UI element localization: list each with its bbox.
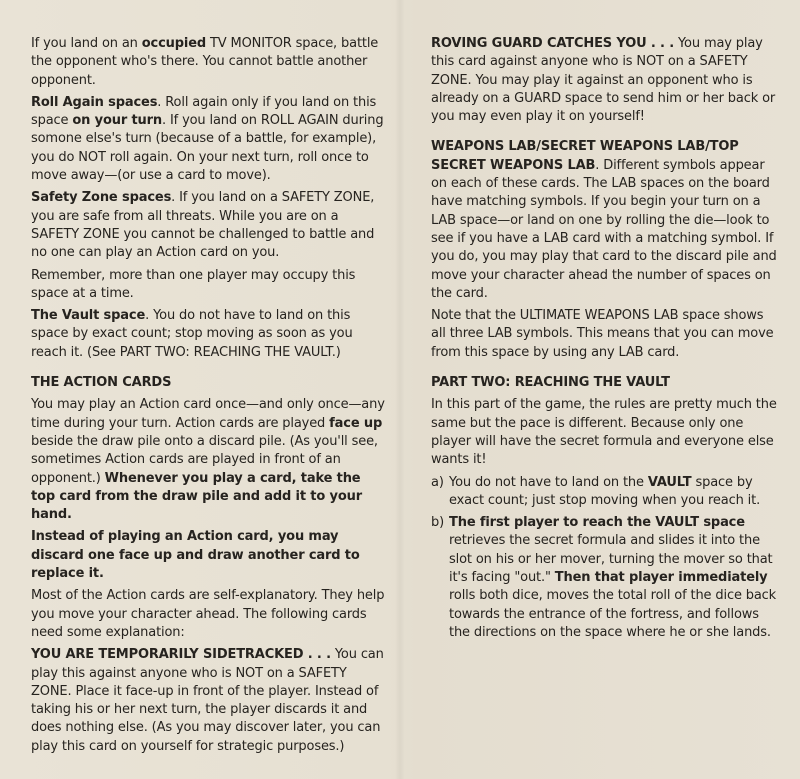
safety-zone-paragraph: Safety Zone spaces. If you land on a SAFETY ZONE, you are safe from all threats. While you are on a SAFETY ZONE you cannot be challenged to battle and no one can play an Action card on you.	[31, 190, 375, 261]
weapons-lab-paragraph: WEAPONS LAB/SECRET WEAPONS LAB/TOP SECRET WEAPONS LAB. Different symbols appear on each of these cards. The LAB spaces on the board have matching symbols. If you begin your turn on a LAB space—or land on one by rolling the die—look to see if you have a LAB card with a matching symbol. If you do, you may play that card to the discard pile and move your character ahead the number of spaces on the card.	[431, 139, 777, 301]
discard-paragraph: Instead of playing an Action card, you may discard one face up and draw another card to replace it.	[31, 529, 360, 582]
list-item: a) You do not have to land on the VAULT space by exact count; just stop moving when you reach it.	[431, 474, 781, 511]
self-explanatory-paragraph: Most of the Action cards are self-explanatory. They help you move your character ahead. The following cards need some explanation:	[31, 588, 385, 640]
list-item: b) The first player to reach the VAULT space retrieves the secret formula and slides it into the slot on his or her mover, turning the mover so that it's facing "out." Then that player immediately rolls both dice, moves the total roll of the dice back towards the entrance of the fortress, and follows the directions on the space where he or she lands.	[431, 514, 781, 642]
list-marker: a)	[431, 474, 444, 490]
remember-paragraph: Remember, more than one player may occupy this space at a time.	[31, 267, 356, 301]
part-two-heading: PART TWO: REACHING THE VAULT	[431, 375, 670, 391]
action-cards-heading: THE ACTION CARDS	[31, 375, 172, 391]
list-marker: b)	[431, 515, 445, 531]
roll-again-paragraph: Roll Again spaces. Roll again only if you land on this space on your turn. If you land on ROLL AGAIN during somone else's turn (because of a battle, for example), you do NOT roll again. On your next turn, roll once to move away—(or use a card to move).	[31, 94, 384, 184]
ultimate-lab-paragraph: Note that the ULTIMATE WEAPONS LAB space shows all three LAB symbols. This means that you can move from this space by using any LAB card.	[431, 308, 774, 360]
monitor-paragraph: If you land on an occupied TV MONITOR space, battle the opponent who's there. You cannot battle another opponent.	[31, 36, 379, 88]
left-column	[31, 35, 386, 760]
right-column	[431, 35, 781, 646]
vault-paragraph: The Vault space. You do not have to land on this space by exact count; stop moving as soon as you reach it. (See PART TWO: REACHING THE VAULT.)	[31, 308, 353, 360]
part-two-intro: In this part of the game, the rules are pretty much the same but the pace is different. Because only one player will have the secret formula and everyone else wants it!	[431, 397, 777, 468]
page-fold	[395, 0, 405, 779]
part-two-list	[431, 474, 781, 643]
action-cards-paragraph: You may play an Action card once—and only once—any time during your turn. Action cards are played face up beside the draw pile onto a discard pile. (As you'll see, sometimes Action cards are played in front of an opponent.) Whenever you play a card, take the top card from the draw pile and add it to your hand.	[31, 397, 385, 523]
sidetracked-paragraph: YOU ARE TEMPORARILY SIDETRACKED . . . You can play this against anyone who is NOT on a SAFETY ZONE. Place it face-up in front of the player. Instead of taking his or her next turn, the player discards it and does nothing else. (As you may discover later, you can play this card on yourself for strategic purposes.)	[31, 647, 384, 754]
roving-guard-paragraph: ROVING GUARD CATCHES YOU . . . You may play this card against anyone who is NOT on a SAFETY ZONE. You may play it against an opponent who is already on a GUARD space to send him or her back or you may even play it on yourself!	[431, 36, 776, 125]
